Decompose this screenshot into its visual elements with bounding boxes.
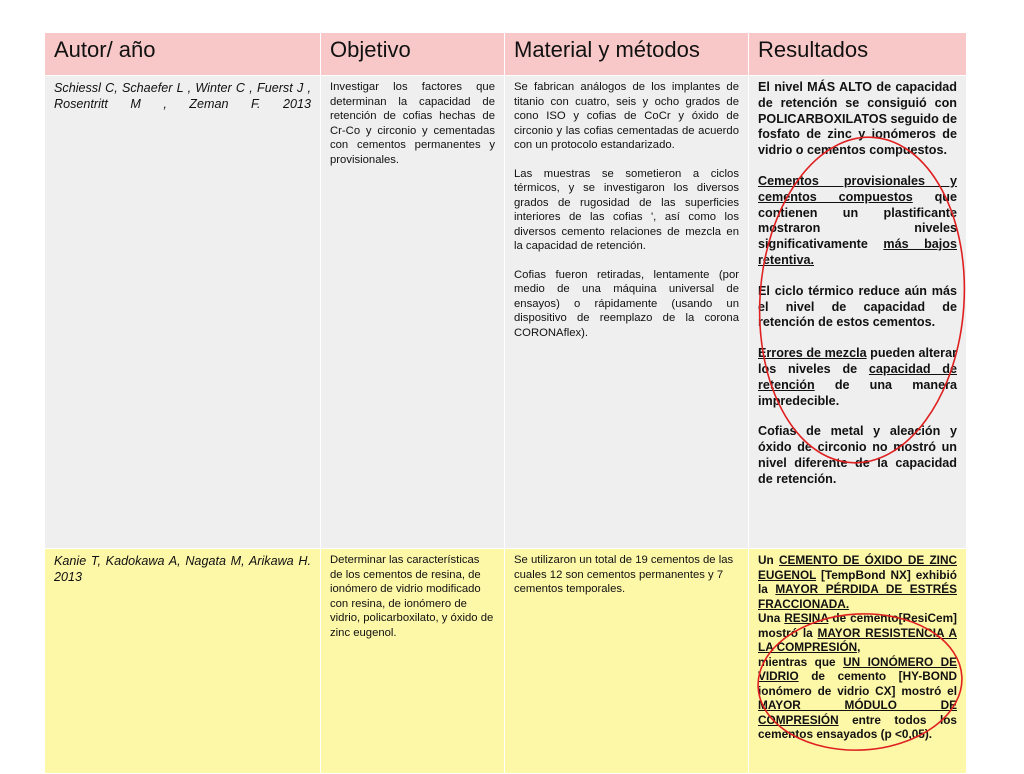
results-text: que contienen un plastificante mostraron niveles significativamente bbox=[758, 189, 957, 252]
header-results: Resultados bbox=[749, 33, 967, 76]
results-paragraph bbox=[758, 655, 957, 742]
results-text: [TempBond NX] exhibió la bbox=[758, 567, 957, 596]
results-cell bbox=[749, 76, 967, 549]
methods-cell bbox=[505, 76, 749, 549]
header-methods: Material y métodos bbox=[505, 33, 749, 76]
underlined-text: MAYOR RESISTENCIA A LA COMPRESIÓN, bbox=[758, 625, 957, 654]
header-author-year: Autor/ año bbox=[45, 33, 321, 76]
methods-cell: Se utilizaron un total de 19 cementos de las cuales 12 son cementos permanentes y 7 cementos temporales. bbox=[505, 549, 749, 774]
results-paragraph bbox=[758, 174, 957, 269]
results-paragraph: El nivel MÁS ALTO de capacidad de retención se consiguió con POLICARBOXILATOS seguido de fosfato de zinc y ionómeros de vidrio o cementos compuestos. bbox=[758, 80, 957, 158]
results-text: de una manera impredecible. bbox=[758, 377, 957, 408]
underlined-text: MAYOR PÉRDIDA DE ESTRÉS FRACCIONADA. bbox=[758, 582, 957, 611]
underlined-text: RESINA bbox=[784, 611, 829, 625]
table-row bbox=[45, 549, 967, 774]
header-row bbox=[45, 33, 967, 76]
results-paragraph: Cofias de metal y aleación y óxido de circonio no mostró un nivel diferente de la capacidad de retención. bbox=[758, 424, 957, 486]
results-paragraph bbox=[758, 611, 957, 655]
results-text: pueden alterar los niveles de bbox=[758, 346, 957, 376]
results-text: entre todos los cementos ensayados (p <0,05). bbox=[758, 712, 957, 741]
underlined-text: CEMENTO DE ÓXIDO DE ZINC EUGENOL bbox=[758, 553, 957, 582]
objective-cell: Investigar los factores que determinan la capacidad de retención de cofias hechas de Cr-Co y circonio y cementadas con cementos permanentes y provisionales. bbox=[321, 76, 505, 549]
results-paragraph bbox=[758, 346, 957, 409]
results-text: Un bbox=[758, 553, 779, 567]
author-cell: Schiessl C, Schaefer L , Winter C , Fuerst J , Rosentritt M , Zeman F. 2013 bbox=[45, 76, 321, 549]
methods-paragraph: Las muestras se sometieron a ciclos térmicos, y se investigaron los diversos grados de rugosidad de las superficies interiores de las cofias ', así como los diversos cemento relaciones de mezcla en la capacidad de retención. bbox=[514, 167, 739, 252]
underlined-text: Errores de mezcla bbox=[758, 346, 867, 361]
results-text: mientras que bbox=[758, 654, 844, 669]
methods-paragraph: Se fabrican análogos de los implantes de titanio con cuatro, seis y ocho grados de cono ISO y cofias de CoCr y óxido de circonio y las cofias cementadas de acuerdo con un protocolo estandarizado. bbox=[514, 81, 739, 151]
results-paragraph bbox=[758, 553, 957, 611]
underlined-text: Cementos provisionales y cementos compuestos bbox=[758, 173, 957, 204]
literature-table bbox=[44, 32, 967, 774]
results-text: de cemento[ResiCem] mostró la bbox=[758, 611, 957, 640]
underlined-text: MAYOR MÓDULO DE COMPRESIÓN bbox=[758, 698, 957, 727]
results-cell bbox=[749, 549, 967, 774]
underlined-text: más bajos retentiva. bbox=[758, 237, 957, 267]
objective-cell: Determinar las características de los cementos de resina, de ionómero de vidrio modificado con resina, de ionómero de vidrio, policarboxilato, y óxido de zinc eugenol. bbox=[321, 549, 505, 774]
results-text: de cemento [HY-BOND ionómero de vidrio CX] mostró el bbox=[758, 669, 957, 698]
author-cell: Kanie T, Kadokawa A, Nagata M, Arikawa H. 2013 bbox=[45, 549, 321, 774]
results-text: Una bbox=[758, 611, 785, 625]
underlined-text: UN IONÓMERO DE VIDRIO bbox=[758, 654, 957, 683]
results-paragraph: El ciclo térmico reduce aún más el nivel de capacidad de retención de estos cementos. bbox=[758, 283, 957, 330]
table-row bbox=[45, 76, 967, 549]
methods-paragraph: Cofias fueron retiradas, lentamente (por medio de una máquina universal de ensayos) o rápidamente (usando un dispositivo de reemplazo de la corona CORONAflex). bbox=[514, 268, 739, 339]
underlined-text: capacidad de retención bbox=[758, 361, 957, 392]
header-objective: Objetivo bbox=[321, 33, 505, 76]
